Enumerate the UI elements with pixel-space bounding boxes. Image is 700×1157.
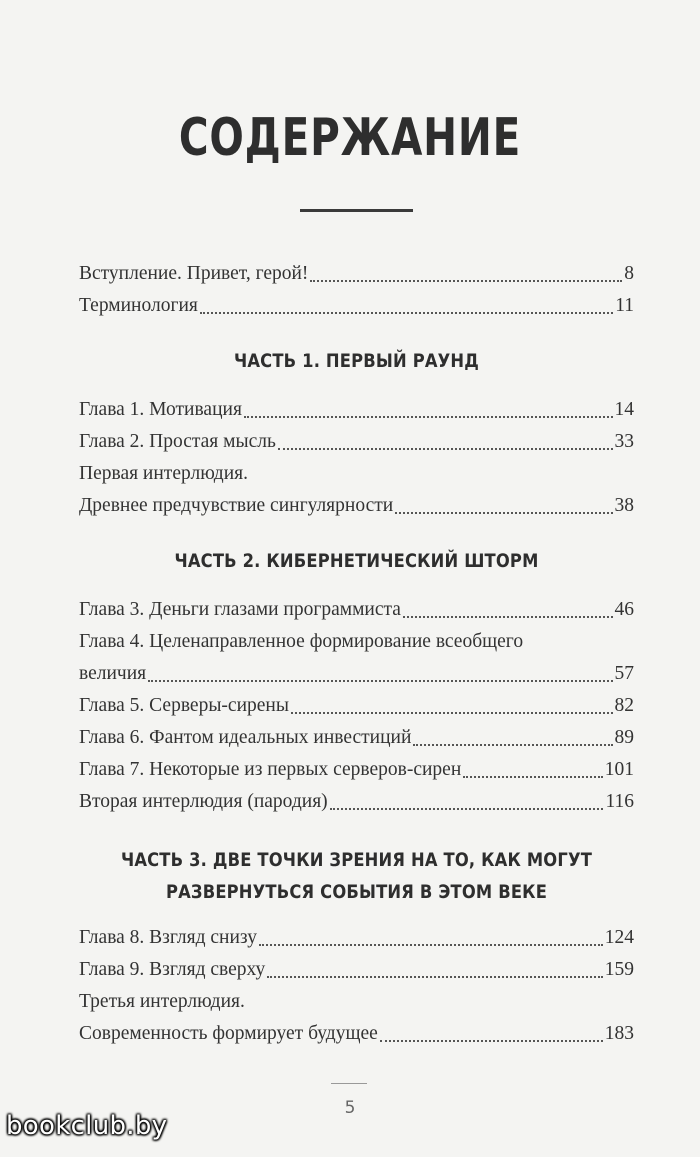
toc-part-1 <box>79 345 634 522</box>
toc-entry[interactable] <box>79 754 634 786</box>
toc-entry-page: 57 <box>614 663 634 684</box>
toc-entry-page: 116 <box>605 791 634 812</box>
dot-leader <box>259 944 603 946</box>
dot-leader <box>403 616 613 618</box>
toc-entry-multiline[interactable] <box>79 626 634 690</box>
toc-entry-label: Современность формирует будущее <box>79 1023 378 1044</box>
toc-entry-label: Древнее предчувствие сингулярности <box>79 495 394 516</box>
dot-leader <box>278 448 613 450</box>
dot-leader <box>463 776 603 778</box>
part-heading: ЧАСТЬ 1. ПЕРВЫЙ РАУНД <box>233 350 480 372</box>
dot-leader <box>148 680 612 682</box>
toc-entry-page: 183 <box>604 1023 634 1044</box>
toc-entry[interactable] <box>79 394 634 426</box>
toc-entry[interactable] <box>79 954 634 986</box>
toc-entry-page: 46 <box>614 599 634 620</box>
watermark-text: bookclub.by <box>6 1111 168 1141</box>
toc-entry-page: 82 <box>614 695 634 716</box>
dot-leader <box>395 512 612 514</box>
toc-entry-label: Глава 3. Деньги глазами программиста <box>79 599 401 620</box>
toc-part-3 <box>79 844 634 1050</box>
page-title: СОДЕРЖАНИЕ <box>178 108 522 168</box>
dot-leader <box>310 280 622 282</box>
toc-entry-label: Глава 6. Фантом идеальных инвестиций <box>79 727 412 748</box>
title-underline <box>300 209 413 212</box>
dot-leader <box>413 744 612 746</box>
toc-entry-page: 101 <box>604 759 634 780</box>
dot-leader <box>380 1040 603 1042</box>
toc-entry-page: 33 <box>614 431 634 452</box>
toc-entry-label: Глава 2. Простая мысль <box>79 431 276 452</box>
toc-entry-label: Глава 8. Взгляд снизу <box>79 927 257 948</box>
toc-entry[interactable] <box>79 426 634 458</box>
toc-entry[interactable] <box>79 290 634 322</box>
toc-entry-label-line1: Третья интерлюдия. <box>79 991 245 1012</box>
toc-entry-multiline[interactable] <box>79 986 634 1050</box>
toc-entry-page: 89 <box>614 727 634 748</box>
toc-entry-page: 38 <box>614 495 634 516</box>
toc-entry-page: 8 <box>624 263 634 284</box>
toc-entry-label-line1: Первая интерлюдия. <box>79 463 248 484</box>
dot-leader <box>267 976 602 978</box>
toc-entry[interactable] <box>79 690 634 722</box>
toc-entry[interactable] <box>79 594 634 626</box>
toc-entry-label: величия <box>79 663 147 684</box>
dot-leader <box>330 808 604 810</box>
toc-front-matter <box>79 258 634 322</box>
dot-leader <box>200 312 613 314</box>
toc-part-2 <box>79 545 634 818</box>
toc-entry-label: Глава 1. Мотивация <box>79 399 242 420</box>
toc-entry-label: Глава 7. Некоторые из первых серверов-сирен <box>79 759 462 780</box>
toc-entry-page: 159 <box>604 959 634 980</box>
dot-leader <box>291 712 613 714</box>
part-heading: ЧАСТЬ 2. КИБЕРНЕТИЧЕСКИЙ ШТОРМ <box>174 550 539 572</box>
toc-entry[interactable] <box>79 258 634 290</box>
part-heading-line2: РАЗВЕРНУТЬСЯ СОБЫТИЯ В ЭТОМ ВЕКЕ <box>165 881 548 903</box>
toc-entry-label: Глава 9. Взгляд сверху <box>79 959 266 980</box>
toc-entry[interactable] <box>79 786 634 818</box>
toc-entry-page: 11 <box>615 295 634 316</box>
toc-entry-label-line1: Глава 4. Целенаправленное формирование всеобщего <box>79 631 524 652</box>
toc-entry-page: 14 <box>614 399 634 420</box>
toc-entry-label: Глава 5. Серверы-сирены <box>79 695 289 716</box>
toc-entry-label: Терминология <box>79 295 198 316</box>
part-heading-line1: ЧАСТЬ 3. ДВЕ ТОЧКИ ЗРЕНИЯ НА ТО, КАК МОГУТ <box>120 849 593 871</box>
toc-entry-label: Вступление. Привет, герой! <box>79 263 309 284</box>
toc-entry-page: 124 <box>604 927 634 948</box>
page-number: 5 <box>344 1098 356 1118</box>
toc-entry[interactable] <box>79 922 634 954</box>
toc-entry[interactable] <box>79 722 634 754</box>
dot-leader <box>244 416 613 418</box>
toc-entry-label: Вторая интерлюдия (пародия) <box>79 791 328 812</box>
toc-entry-multiline[interactable] <box>79 458 634 522</box>
footer-rule <box>331 1083 367 1084</box>
